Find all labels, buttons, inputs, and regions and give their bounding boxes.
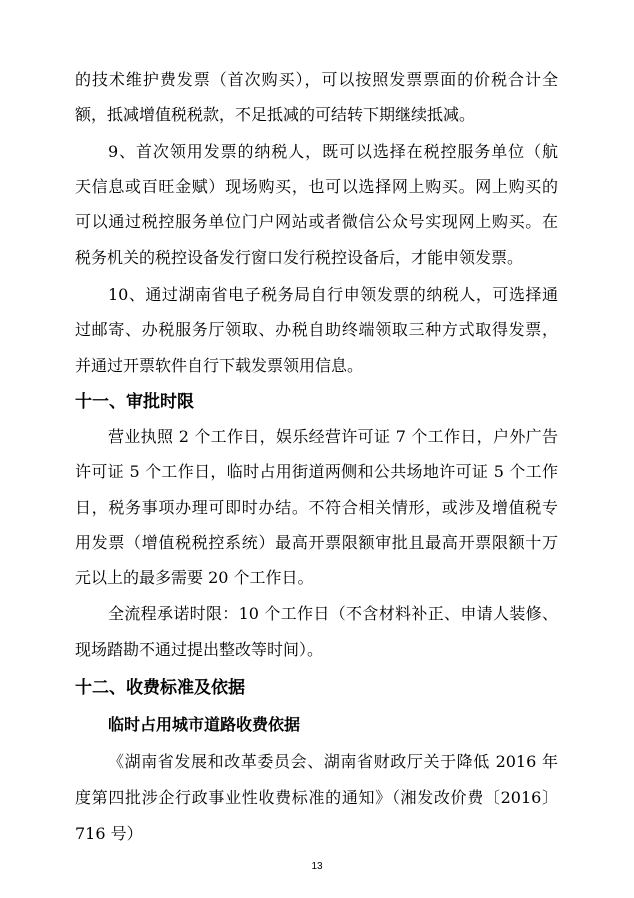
paragraph-line: 过邮寄、办税服务厅领取、办税自助终端领取三种方式取得发票， <box>75 320 558 339</box>
paragraph-line: 的技术维护费发票（首次购买），可以按照发票票面的价税合计全 <box>75 70 558 89</box>
paragraph-line: 可以通过税控服务单位门户网站或者微信公众号实现网上购买。在 <box>75 212 558 231</box>
paragraph-line: 天信息或百旺金赋）现场购买，也可以选择网上购买。网上购买的 <box>75 177 558 196</box>
section-heading-fees: 十二、收费标准及依据 <box>75 678 245 698</box>
paragraph-line: 并通过开票软件自行下载发票领用信息。 <box>75 356 364 375</box>
section-heading-approval-time: 十一、审批时限 <box>75 392 194 412</box>
paragraph-line: 全流程承诺时限：10 个工作日（不含材料补正、申请人装修、 <box>108 604 558 623</box>
paragraph-line: 10、通过湖南省电子税务局自行申领发票的纳税人，可选择通 <box>108 285 558 304</box>
paragraph-line: 税务机关的税控设备发行窗口发行税控设备后，才能申领发票。 <box>75 248 524 267</box>
paragraph-line: 元以上的最多需要 20 个工作日。 <box>75 568 314 587</box>
paragraph-line: 营业执照 2 个工作日，娱乐经营许可证 7 个工作日，户外广告 <box>108 427 558 446</box>
paragraph-line: 日，税务事项办理可即时办结。不符合相关情形，或涉及增值税专 <box>75 498 558 517</box>
paragraph-line: 716 号） <box>75 824 143 843</box>
paragraph-line: 现场踏勘不通过提出整改等时间）。 <box>75 640 324 659</box>
paragraph-line: 用发票（增值税税控系统）最高开票限额审批且最高开票限额十万 <box>75 533 558 552</box>
paragraph-line: 度第四批涉企行政事业性收费标准的通知》（湘发改价费〔2016〕 <box>75 788 558 807</box>
paragraph-line: 《湖南省发展和改革委员会、湖南省财政厅关于降低 2016 年 <box>108 752 558 771</box>
paragraph-line: 额，抵减增值税税款，不足抵减的可结转下期继续抵减。 <box>75 105 476 124</box>
page-number: 13 <box>311 861 323 872</box>
paragraph-line: 许可证 5 个工作日，临时占用街道两侧和公共场地许可证 5 个工作 <box>75 462 558 481</box>
subheading-road-fee-basis: 临时占用城市道路收费依据 <box>108 715 301 734</box>
paragraph-line: 9、首次领用发票的纳税人，既可以选择在税控服务单位（航 <box>108 142 558 161</box>
